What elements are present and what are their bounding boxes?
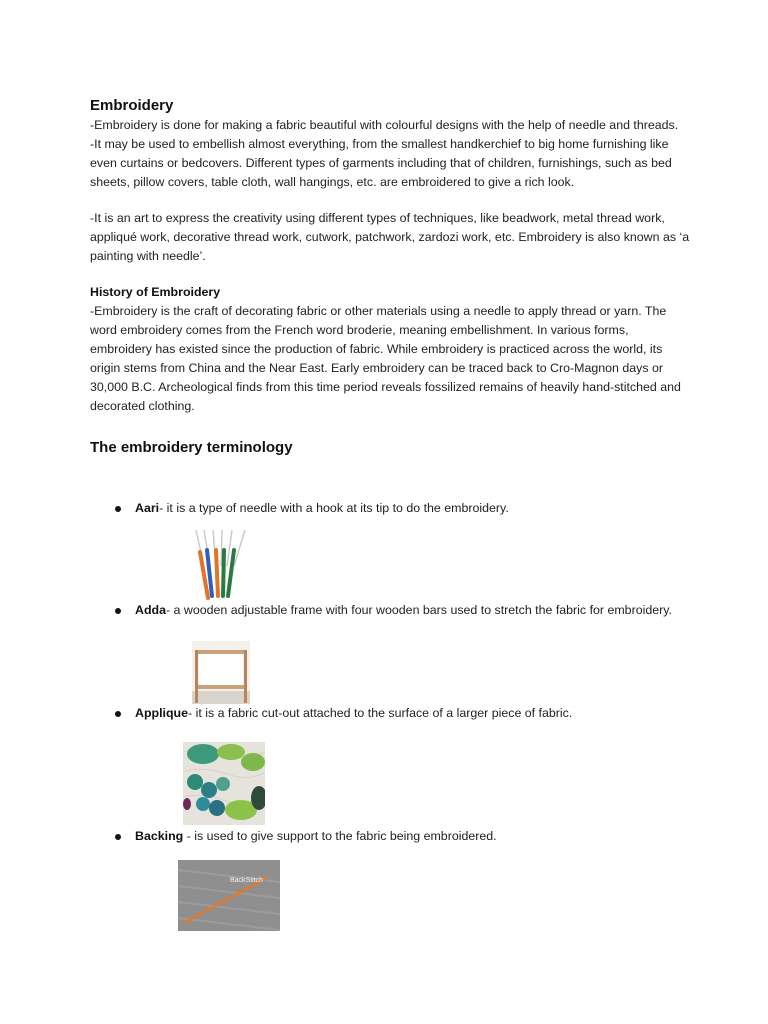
page-title: Embroidery bbox=[90, 97, 174, 114]
applique-fabric-photo bbox=[183, 742, 265, 825]
intro-paragraph-1: -Embroidery is done for making a fabric beautiful with colourful designs with the help of needle and threads. bbox=[90, 118, 679, 132]
bullet-icon bbox=[115, 608, 121, 614]
term-label: Applique bbox=[135, 706, 188, 720]
term-label: Backing bbox=[135, 829, 187, 843]
term-definition: - is used to give support to the fabric being embroidered. bbox=[186, 829, 497, 843]
term-item-aari bbox=[90, 499, 695, 518]
intro-paragraph-2: -It may be used to embellish almost everything, from the smallest handkerchief to big home furnishing like even curtains or bedcovers. Different types of garments including that of children, furnishings, such as bed sheets, pillow covers, table cloth, wall hangings, etc. are embroidered to give a rich look. bbox=[90, 137, 672, 189]
bullet-icon bbox=[115, 711, 121, 717]
bullet-icon bbox=[115, 834, 121, 840]
history-paragraph: -Embroidery is the craft of decorating fabric or other materials using a needle to apply thread or yarn. The word embroidery comes from the French word broderie, meaning embellishment. In various forms, embroidery has existed since the production of fabric. While embroidery is practiced across the world, its origin stems from China and the Near East. Early embroidery can be traced back to Cro-Magnon days or 30,000 B.C. Archeological finds from this time period reveals fossilized remains of heavily hand-stitched and decorated clothing. bbox=[90, 304, 681, 413]
backing-fabric-photo bbox=[178, 860, 280, 931]
term-definition: - it is a fabric cut-out attached to the surface of a larger piece of fabric. bbox=[188, 706, 573, 720]
history-heading: History of Embroidery bbox=[90, 285, 221, 299]
term-label: Adda bbox=[135, 603, 166, 617]
term-definition: - it is a type of needle with a hook at its tip to do the embroidery. bbox=[159, 501, 509, 515]
adda-frame-photo bbox=[192, 641, 250, 704]
aari-needles-photo bbox=[192, 528, 250, 600]
term-definition: - a wooden adjustable frame with four wooden bars used to stretch the fabric for embroidery. bbox=[165, 603, 672, 617]
term-item-adda bbox=[90, 601, 695, 620]
term-item-backing bbox=[90, 827, 695, 846]
term-label: Aari bbox=[135, 501, 160, 515]
photo-caption: BackStitch bbox=[230, 877, 264, 884]
terminology-heading: The embroidery terminology bbox=[90, 439, 293, 456]
intro-paragraph-3: -It is an art to express the creativity using different types of techniques, like beadwork, metal thread work, appliqué work, decorative thread work, cutwork, patchwork, zardozi work, etc. Embroidery is also known as ‘a painting with needle’. bbox=[90, 211, 690, 263]
term-item-applique bbox=[90, 704, 695, 723]
bullet-icon bbox=[115, 506, 121, 512]
document-page bbox=[90, 96, 690, 462]
